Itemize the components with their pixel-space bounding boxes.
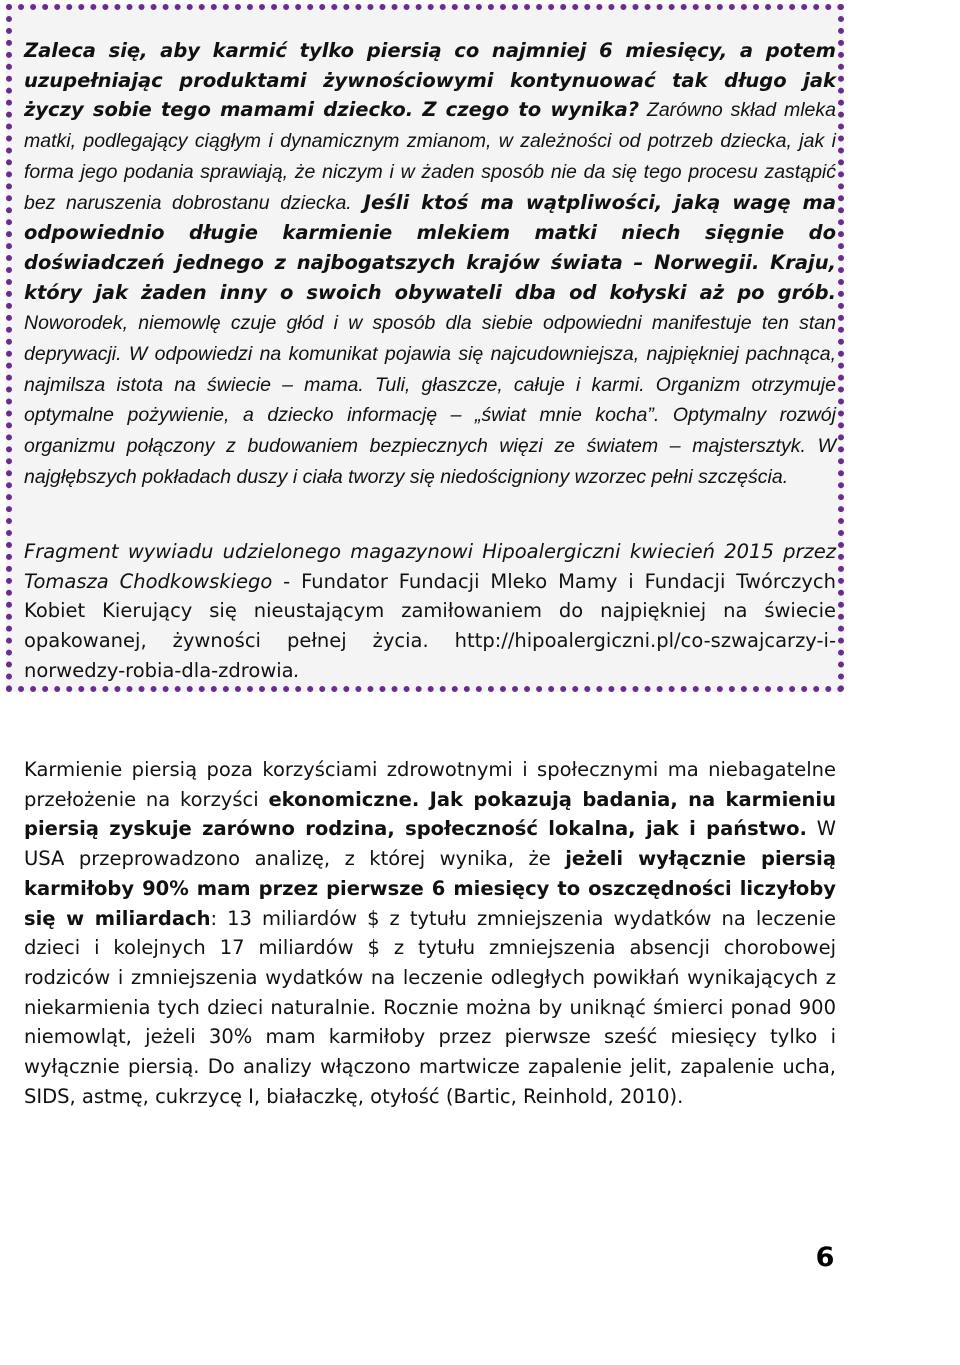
quote-norway: Jeśli ktoś ma wątpliwości, jaką wagę ma odpowiednio długie karmienie mlekiem matki niech sięgnie do doświadczeń jednego z najbogatszych krajów świata – Norwegii. Kraju, który jak żaden inny o swoich obywateli dba od kołyski aż po grób. bbox=[24, 190, 837, 304]
quote-paragraph bbox=[24, 36, 836, 493]
quote-source-italic: Fragment wywiadu udzielonego magazynowi Hipoalergiczni kwiecień 2015 przez Tomasza Chodkowskiego bbox=[24, 540, 836, 593]
main-paragraph bbox=[24, 755, 836, 1111]
main-text-3: : 13 miliardów $ z tytułu zmniejszenia wydatków na leczenie dzieci i kolejnych 17 miliardów $ z tytułu zmniejszenia absencji chorobowej rodziców i zmniejszenia wydatków na leczenie odległych powikłań wynikających z niekarmienia tych dzieci naturalnie. Rocznie można by uniknąć śmierci ponad 900 niemowląt, jeżeli 30% mam karmiłoby przez pierwsze sześć miesięcy tylko i wyłącznie piersią. Do analizy włączono martwicze zapalenie jelit, zapalenie ucha, SIDS, astmę, cukrzycę I, białaczkę, otyłość (Bartic, Reinhold, 2010). bbox=[24, 906, 836, 1108]
page-number: 6 bbox=[815, 1242, 835, 1273]
quote-recommendation: Zaleca się, aby karmić tylko piersią co najmniej 6 miesięcy, a potem uzupełniając produktami żywnościowymi kontynuować tak długo jak życzy sobie tego mamami dziecko. Z czego to wynika? bbox=[24, 39, 836, 122]
quote-composition: Zarówno skład mleka matki, podlegający ciągłym i dynamicznym zmianom, w zależności od potrzeb dziecka, jak i forma jego podania sprawiają, że niczym i w żaden sposób nie da się tego procesu zastąpić bez naruszenia dobrostanu dziecka. bbox=[24, 99, 836, 214]
quote-source bbox=[24, 537, 836, 686]
main-text-2: W USA przeprowadzono analizę, z której wynika, że bbox=[24, 817, 836, 871]
main-bold-1: ekonomiczne. Jak pokazują badania, na karmieniu piersią zyskuje zarówno rodzina, społeczność lokalna, jak i państwo. bbox=[24, 787, 836, 841]
main-bold-2: jeżeli wyłącznie piersią karmiłoby 90% mam przez pierwsze 6 miesięcy to oszczędności liczyłoby się w miliardach bbox=[24, 847, 836, 930]
quote-source-end: . bbox=[293, 658, 300, 682]
quote-newborn: Noworodek, niemowlę czuje głód i w sposób dla siebie odpowiedni manifestuje ten stan deprywacji. W odpowiedzi na komunikat pojawia się najcudowniejsza, najpiękniej pachnąca, najmilsza istota na świecie – mama. Tuli, głaszcze, całuje i karmi. Organizm otrzymuje optymalne pożywienie, a dziecko informację – „świat mnie kocha”. Optymalny rozwój organizmu połączony z budowaniem bezpiecznych więzi ze światem – majstersztyk. W najgłębszych pokładach duszy i ciała tworzy się niedościgniony wzorzec pełni szczęścia. bbox=[24, 312, 836, 488]
main-text-1: Karmienie piersią poza korzyściami zdrowotnymi i społecznymi ma niebagatelne przełożenie na korzyści bbox=[24, 758, 836, 811]
quote-source-rest: - Fundator Fundacji Mleko Mamy i Fundacji Twórczych Kobiet Kierujący się nieustającym zamiłowaniem do najpiękniej na świecie opakowanej, żywności pełnej życia. http://hipoalergiczni.pl/co-szwajcarzy-i-norwedzy-robia-dla-zdrowia bbox=[24, 569, 836, 682]
